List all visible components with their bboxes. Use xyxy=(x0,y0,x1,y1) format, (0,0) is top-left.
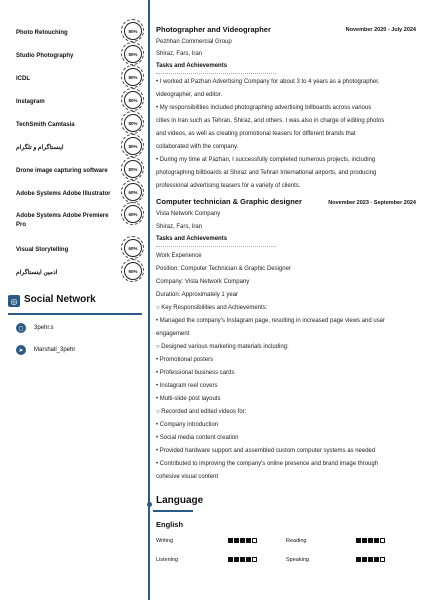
skill-percent-badge: 80% xyxy=(124,137,142,155)
job-location: Shiraz, Fars, Iran xyxy=(156,224,203,230)
job-description-line: • Provided hardware support and assembled custom computer systems as needed xyxy=(156,448,376,454)
job-description-line: ○ Key Responsibilities and Achievements: xyxy=(156,305,268,311)
job-description-line: Duration: Approximately 1 year xyxy=(156,292,239,298)
language-skill-rating xyxy=(228,557,257,562)
job-description-line: collaborated with the company. xyxy=(156,144,239,150)
language-skill-rating xyxy=(356,538,385,543)
language-section-title: Language xyxy=(156,495,204,506)
skill-name: Photo Retouching xyxy=(16,30,68,36)
job-description-line: • Company introduction xyxy=(156,422,219,428)
language-skill-label: Reading xyxy=(286,538,307,544)
skill-percent-badge: 60% xyxy=(124,262,142,280)
rating-box-filled xyxy=(368,557,373,562)
job-description-line: videographer, and editor. xyxy=(156,92,223,98)
job-description-line: • Managed the company's Instagram page, resulting in increased page views and user xyxy=(156,318,386,324)
telegram-icon: ➤ xyxy=(16,345,26,355)
rating-box-empty xyxy=(380,538,385,543)
skill-name: Instagram xyxy=(16,99,45,105)
timeline-dot xyxy=(147,502,152,507)
language-name: English xyxy=(156,520,184,529)
rating-box-filled xyxy=(362,557,367,562)
rating-box-empty xyxy=(252,557,257,562)
tasks-label: Tasks and Achievements xyxy=(156,236,228,242)
skill-name: Adobe Systems Adobe Illustrator xyxy=(16,191,111,197)
skill-name: ICDL xyxy=(16,76,30,82)
rating-box-empty xyxy=(252,538,257,543)
share-icon: ◎ xyxy=(8,295,20,307)
job-location: Shiraz, Fars, Iran xyxy=(156,51,203,57)
rating-box-filled xyxy=(374,557,379,562)
skill-percent-badge: 80% xyxy=(124,160,142,178)
job-description-line: photographing billboards at Shiraz and Tehran International airports, and producing xyxy=(156,170,377,176)
job-description-line: • Social media content creation xyxy=(156,435,239,441)
job-description-line: • Promotional posters xyxy=(156,357,214,363)
job-description-line: cohesive visual content xyxy=(156,474,219,480)
skill-percent-badge: 80% xyxy=(124,114,142,132)
skill-name: Visual Storytelling xyxy=(16,247,69,253)
rating-box-filled xyxy=(228,557,233,562)
company-name: Vista Network Company xyxy=(156,211,221,217)
rating-box-filled xyxy=(228,538,233,543)
job-description-line: • During my time at Pazhan, I successfully completed numerous projects, including xyxy=(156,157,376,163)
rating-box-filled xyxy=(240,538,245,543)
tasks-label: Tasks and Achievements xyxy=(156,63,228,69)
skill-name: TechSmith Camtasia xyxy=(16,122,75,128)
skill-percent-badge: 80% xyxy=(124,68,142,86)
job-description-line: • My responsibilities included photographing advertising billboards across various xyxy=(156,105,372,111)
skill-percent-badge: 80% xyxy=(124,22,142,40)
rating-box-filled xyxy=(356,557,361,562)
company-name: Pezhhan Commercial Group xyxy=(156,39,232,45)
rating-box-empty xyxy=(380,557,385,562)
social-network-title: Social Network xyxy=(24,294,96,305)
rating-box-filled xyxy=(240,557,245,562)
right-column xyxy=(156,0,418,600)
skill-name: اینستاگرام و تلگرام xyxy=(16,145,64,151)
rating-box-filled xyxy=(234,557,239,562)
job-description-line: Position: Computer Technician & Graphic Designer xyxy=(156,266,291,272)
job-date: November 2023 - September 2024 xyxy=(328,200,416,206)
skill-name: Drone image capturing software xyxy=(16,168,108,174)
job-description-line: Company: Vista Network Company xyxy=(156,279,250,285)
left-column xyxy=(0,0,146,600)
job-description-line: ○ Recorded and edited videos for: xyxy=(156,409,247,415)
rating-box-filled xyxy=(362,538,367,543)
social-handle: Marshall_3pehr xyxy=(34,347,76,353)
section-underline xyxy=(153,510,193,512)
rating-box-filled xyxy=(246,557,251,562)
skill-name: ادمین اینستاگرام xyxy=(16,270,58,276)
job-description-line: engagement xyxy=(156,331,190,337)
skill-percent-badge: 60% xyxy=(124,183,142,201)
job-description-line: professional advertising teasers for a variety of clients. xyxy=(156,183,301,189)
language-skill-label: Writing xyxy=(156,538,174,544)
rating-box-filled xyxy=(356,538,361,543)
column-divider xyxy=(148,0,150,600)
language-skill-rating xyxy=(356,557,385,562)
skill-percent-badge: 80% xyxy=(124,45,142,63)
job-title: Computer technician & Graphic designer xyxy=(156,197,302,206)
job-description-line: • Multi-slide post layouts xyxy=(156,396,221,402)
social-handle: 3pehr.s xyxy=(34,325,54,331)
skill-percent-badge: 80% xyxy=(124,91,142,109)
job-description-line: Work Experience xyxy=(156,253,202,259)
rating-box-filled xyxy=(368,538,373,543)
language-skill-rating xyxy=(228,538,257,543)
rating-box-filled xyxy=(246,538,251,543)
instagram-icon: ◻ xyxy=(16,323,26,333)
skill-percent-badge: 60% xyxy=(124,239,142,257)
job-description-line: cities in Iran such as Tehran, Shiraz, and others. I was also in charge of editing photos xyxy=(156,118,385,124)
job-description-line: • Professional business cards xyxy=(156,370,235,376)
job-description-line: • I worked at Pazhan Advertising Company for about 3 to 4 years as a photographer, xyxy=(156,79,380,85)
skill-percent-badge: 60% xyxy=(124,205,142,223)
language-skill-label: Listening xyxy=(156,557,179,563)
job-description-line: • Contributed to improving the company's online presence and brand image through xyxy=(156,461,379,467)
job-description-line: and videos, as well as creating promotional teasers for different brands that xyxy=(156,131,356,137)
skill-name: Adobe Systems Adobe Premiere Pro xyxy=(16,213,109,228)
skill-name: Studio Photography xyxy=(16,53,74,59)
divider xyxy=(156,246,276,247)
divider xyxy=(156,73,276,74)
section-underline xyxy=(8,313,142,315)
language-skill-label: Speaking xyxy=(286,557,309,563)
rating-box-filled xyxy=(234,538,239,543)
job-description-line: • Instagram reel covers xyxy=(156,383,218,389)
job-description-line: ○ Designed various marketing materials including: xyxy=(156,344,289,350)
job-title: Photographer and Videographer xyxy=(156,25,271,34)
job-date: November 2020 - July 2024 xyxy=(345,27,416,33)
rating-box-filled xyxy=(374,538,379,543)
